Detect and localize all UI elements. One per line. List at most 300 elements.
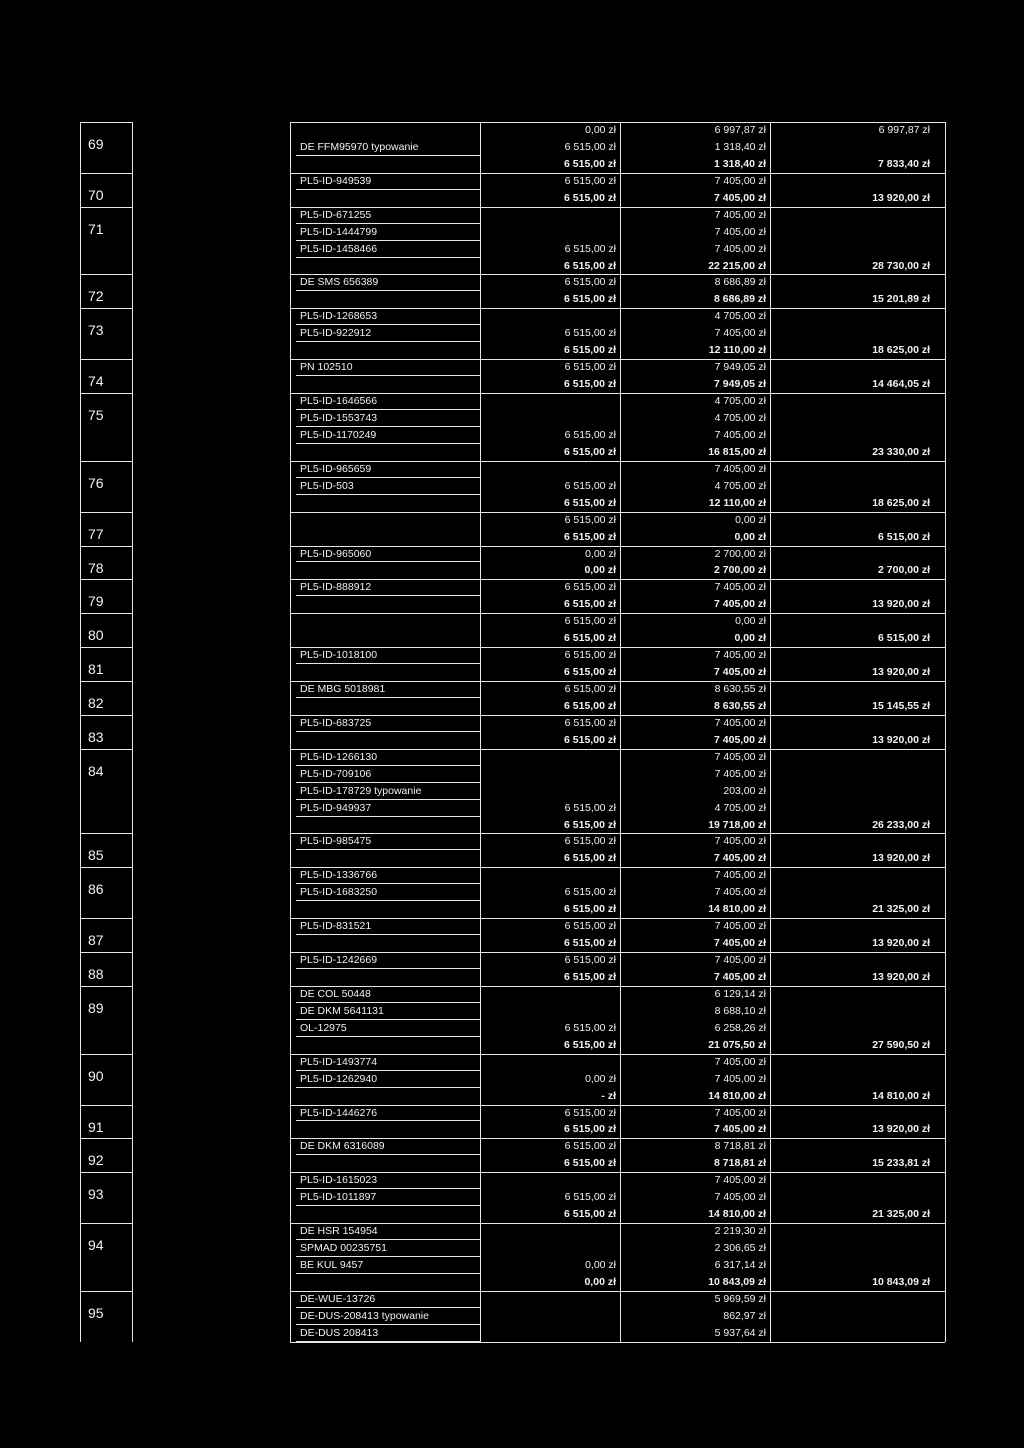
row-number: 83 [88, 728, 104, 745]
amount-cost: 12 110,00 zł [708, 344, 766, 357]
column-rule [132, 122, 133, 1342]
amount-cost: 7 405,00 zł [714, 1191, 766, 1204]
amount-cost: 203,00 zł [723, 784, 766, 797]
amount-freight: 6 515,00 zł [564, 716, 616, 729]
row-rule [296, 900, 480, 901]
row-rule [80, 1291, 132, 1292]
row-rule [290, 647, 945, 648]
amount-freight: 6 515,00 zł [564, 1140, 616, 1153]
row-rule [80, 867, 132, 868]
amount-cost: 4 705,00 zł [714, 395, 766, 408]
amount-cost: 7 949,05 zł [714, 361, 766, 374]
amount-freight: 6 515,00 zł [564, 835, 616, 848]
amount-cost: 6 997,87 zł [714, 124, 766, 136]
position-id: PL5-ID-949539 [300, 174, 372, 187]
position-id: DE-WUE-13726 [300, 1292, 376, 1305]
row-rule [80, 546, 132, 547]
amount-cost: 14 810,00 zł [708, 1089, 766, 1102]
amount-cost: 862,97 zł [723, 1309, 766, 1322]
amount-cost: 6 317,14 zł [714, 1258, 766, 1271]
row-rule [290, 833, 945, 834]
amount-freight: 0,00 zł [584, 564, 616, 577]
amount-freight: 6 515,00 zł [564, 920, 616, 933]
amount-freight: 6 515,00 zł [564, 1157, 616, 1170]
amount-total: 15 201,89 zł [872, 293, 930, 306]
amount-freight: 6 515,00 zł [564, 886, 616, 899]
amount-total: 13 920,00 zł [872, 598, 930, 611]
row-number: 81 [88, 661, 104, 678]
row-rule [296, 1307, 480, 1308]
amount-freight: 6 515,00 zł [564, 428, 616, 441]
row-rule [290, 1172, 945, 1173]
amount-total: 13 920,00 zł [872, 191, 930, 204]
position-id: PL5-ID-1266130 [300, 750, 378, 763]
position-id: DE DKM 5641131 [300, 1004, 384, 1017]
amount-cost: 7 405,00 zł [714, 1123, 766, 1136]
row-rule [290, 681, 945, 682]
amount-cost: 8 630,55 zł [714, 683, 766, 696]
row-number: 89 [88, 999, 104, 1016]
row-rule [296, 240, 480, 241]
amount-total: 13 920,00 zł [872, 852, 930, 865]
row-rule [296, 816, 480, 817]
amount-cost: 7 405,00 zł [714, 649, 766, 662]
amount-total: 13 920,00 zł [872, 733, 930, 746]
row-rule [296, 341, 480, 342]
row-number: 85 [88, 847, 104, 864]
position-id: DE FFM95970 typowanie [300, 140, 419, 153]
row-rule [290, 986, 945, 987]
row-rule [296, 1036, 480, 1037]
row-number: 90 [88, 1067, 104, 1084]
amount-freight: 6 515,00 zł [564, 1021, 616, 1034]
amount-cost: 2 700,00 zł [714, 547, 766, 560]
amount-cost: 4 705,00 zł [714, 411, 766, 424]
amount-cost: 7 405,00 zł [714, 1072, 766, 1085]
amount-cost: 8 718,81 zł [714, 1157, 766, 1170]
amount-freight: 6 515,00 zł [564, 649, 616, 662]
row-rule [80, 274, 132, 275]
row-number: 94 [88, 1237, 104, 1254]
amount-cost: 21 075,50 zł [708, 1038, 766, 1051]
row-rule [296, 257, 480, 258]
amount-cost: 7 949,05 zł [714, 378, 766, 391]
amount-freight: 6 515,00 zł [564, 157, 616, 170]
row-number: 76 [88, 474, 104, 491]
amount-cost: 8 718,81 zł [714, 1140, 766, 1153]
amount-total: 7 833,40 zł [878, 157, 930, 170]
position-id: PL5-ID-1493774 [300, 1055, 378, 1068]
row-rule [296, 1273, 480, 1274]
amount-cost: 4 705,00 zł [714, 310, 766, 323]
row-rule [80, 512, 132, 513]
row-number: 93 [88, 1186, 104, 1203]
row-number: 74 [88, 373, 104, 390]
amount-freight: 6 515,00 zł [564, 242, 616, 255]
amount-cost: 8 688,10 zł [714, 1004, 766, 1017]
amount-cost: 5 969,59 zł [714, 1292, 766, 1305]
amount-total: 27 590,50 zł [872, 1038, 930, 1051]
amount-cost: 22 215,00 zł [708, 259, 766, 272]
amount-cost: 19 718,00 zł [708, 818, 766, 831]
amount-cost: 1 318,40 zł [714, 140, 766, 153]
row-rule [296, 1239, 480, 1240]
amount-cost: 14 810,00 zł [708, 903, 766, 916]
row-rule [296, 155, 480, 156]
row-rule [296, 663, 480, 664]
row-rule [290, 1054, 945, 1055]
amount-total: 18 625,00 zł [872, 344, 930, 357]
amount-cost: 12 110,00 zł [708, 496, 766, 509]
position-id: PL5-ID-671255 [300, 208, 372, 221]
row-rule [80, 749, 132, 750]
amount-total: 6 515,00 zł [878, 530, 930, 543]
row-rule [80, 681, 132, 682]
row-rule [80, 918, 132, 919]
amount-cost: 7 405,00 zł [714, 886, 766, 899]
row-rule [290, 579, 945, 580]
amount-cost: 7 405,00 zł [714, 937, 766, 950]
row-number: 79 [88, 593, 104, 610]
row-rule [80, 461, 132, 462]
amount-freight: 6 515,00 zł [564, 683, 616, 696]
row-rule [296, 765, 480, 766]
amount-freight: 6 515,00 zł [564, 581, 616, 594]
amount-cost: 2 306,65 zł [714, 1242, 766, 1255]
amount-cost: 6 258,26 zł [714, 1021, 766, 1034]
column-rule [290, 122, 291, 1342]
row-rule [80, 715, 132, 716]
amount-freight: 6 515,00 zł [564, 801, 616, 814]
amount-freight: 6 515,00 zł [564, 174, 616, 187]
row-rule [296, 477, 480, 478]
row-rule [80, 122, 132, 123]
row-rule [290, 1223, 945, 1224]
amount-total: 28 730,00 zł [872, 259, 930, 272]
amount-total: 14 810,00 zł [872, 1089, 930, 1102]
position-id: PL5-ID-985475 [300, 835, 372, 848]
amount-cost: 7 405,00 zł [714, 1174, 766, 1187]
amount-cost: 7 405,00 zł [714, 716, 766, 729]
row-rule [80, 986, 132, 987]
amount-total: 21 325,00 zł [872, 1208, 930, 1221]
row-rule [290, 546, 945, 547]
amount-cost: 7 405,00 zł [714, 733, 766, 746]
position-id: DE HSR 154954 [300, 1225, 378, 1238]
row-rule [80, 579, 132, 580]
row-rule [296, 1120, 480, 1121]
position-id: PL5-ID-1458466 [300, 242, 378, 255]
amount-total: 13 920,00 zł [872, 1123, 930, 1136]
row-rule [80, 952, 132, 953]
amount-cost: 7 405,00 zł [714, 750, 766, 763]
position-id: PL5-ID-1446276 [300, 1106, 378, 1119]
row-rule [296, 494, 480, 495]
row-rule [296, 426, 480, 427]
position-id: PL5-ID-949937 [300, 801, 372, 814]
row-number: 75 [88, 407, 104, 424]
amount-total: 14 464,05 zł [872, 378, 930, 391]
row-rule [296, 1154, 480, 1155]
amount-freight: 6 515,00 zł [564, 496, 616, 509]
row-rule [80, 359, 132, 360]
column-rule [770, 122, 771, 1342]
amount-cost: 2 219,30 zł [714, 1225, 766, 1238]
amount-freight: 6 515,00 zł [564, 852, 616, 865]
row-rule [290, 308, 945, 309]
row-rule [296, 223, 480, 224]
amount-freight: 6 515,00 zł [564, 1208, 616, 1221]
position-id: PL5-ID-965060 [300, 547, 372, 560]
row-number: 69 [88, 136, 104, 152]
row-rule [296, 595, 480, 596]
row-number: 86 [88, 881, 104, 898]
row-rule [290, 918, 945, 919]
amount-cost: 7 405,00 zł [714, 852, 766, 865]
row-rule [290, 867, 945, 868]
amount-total: 13 920,00 zł [872, 666, 930, 679]
row-number: 88 [88, 966, 104, 983]
amount-cost: 1 318,40 zł [714, 157, 766, 170]
row-rule [80, 207, 132, 208]
amount-cost: 7 405,00 zł [714, 598, 766, 611]
row-rule [290, 749, 945, 750]
row-number: 91 [88, 1118, 104, 1135]
row-rule [290, 1291, 945, 1292]
amount-cost: 7 405,00 zł [714, 920, 766, 933]
amount-cost: 7 405,00 zł [714, 242, 766, 255]
row-number: 82 [88, 695, 104, 712]
amount-total: 18 625,00 zł [872, 496, 930, 509]
amount-cost: 16 815,00 zł [708, 445, 766, 458]
position-id: BE KUL 9457 [300, 1258, 364, 1271]
amount-cost: 0,00 zł [735, 615, 766, 628]
amount-freight: 6 515,00 zł [564, 1123, 616, 1136]
position-id: PL5-ID-888912 [300, 581, 372, 594]
amount-total: 6 515,00 zł [878, 632, 930, 645]
position-id: OL-12975 [300, 1021, 347, 1034]
amount-cost: 7 405,00 zł [714, 208, 766, 221]
amount-cost: 7 405,00 zł [714, 666, 766, 679]
amount-cost: 0,00 zł [734, 530, 766, 543]
amount-cost: 7 405,00 zł [714, 462, 766, 475]
position-id: DE SMS 656389 [300, 276, 379, 289]
column-rule [945, 122, 946, 1342]
position-id: PL5-ID-1262940 [300, 1072, 378, 1085]
column-rule [620, 122, 621, 1342]
row-rule [290, 274, 945, 275]
position-id: PN 102510 [300, 361, 353, 374]
amount-freight: 6 515,00 zł [564, 344, 616, 357]
amount-freight: 6 515,00 zł [564, 615, 616, 628]
row-rule [80, 1172, 132, 1173]
amount-freight: 0,00 zł [585, 124, 616, 136]
row-rule [296, 561, 480, 562]
row-rule [296, 189, 480, 190]
amount-freight: 6 515,00 zł [564, 1038, 616, 1051]
row-rule [296, 1256, 480, 1257]
position-id: DE COL 50448 [300, 987, 371, 1000]
row-number: 70 [88, 186, 104, 203]
row-rule [80, 613, 132, 614]
row-rule [296, 375, 480, 376]
position-id: PL5-ID-503 [300, 479, 354, 492]
row-rule [290, 173, 945, 174]
amount-freight: 6 515,00 zł [564, 361, 616, 374]
row-rule [290, 359, 945, 360]
position-id: PL5-ID-831521 [300, 920, 372, 933]
row-rule [290, 122, 945, 123]
amount-freight: 6 515,00 zł [564, 378, 616, 391]
amount-cost: 7 405,00 zł [714, 1055, 766, 1068]
amount-cost: 4 705,00 zł [714, 801, 766, 814]
amount-cost: 10 843,09 zł [708, 1275, 766, 1288]
row-rule [296, 883, 480, 884]
amount-cost: 7 405,00 zł [714, 954, 766, 967]
row-rule [80, 1054, 132, 1055]
row-rule [290, 1342, 945, 1343]
row-rule [296, 443, 480, 444]
amount-freight: 0,00 zł [584, 1275, 616, 1288]
amount-cost: 7 405,00 zł [714, 428, 766, 441]
position-id: PL5-ID-1242669 [300, 954, 378, 967]
row-rule [290, 715, 945, 716]
amount-freight: 0,00 zł [585, 547, 616, 560]
amount-cost: 8 686,89 zł [714, 293, 766, 306]
row-number: 87 [88, 932, 104, 949]
amount-freight: 6 515,00 zł [564, 903, 616, 916]
position-id: PL5-ID-178729 typowanie [300, 784, 422, 797]
position-id: PL5-ID-1683250 [300, 886, 378, 899]
amount-total: 10 843,09 zł [872, 1275, 930, 1288]
position-id: DE-DUS 208413 [300, 1326, 379, 1339]
column-rule [80, 122, 81, 1342]
amount-freight: 6 515,00 zł [564, 259, 616, 272]
row-rule [80, 173, 132, 174]
row-rule [290, 461, 945, 462]
row-rule [296, 1019, 480, 1020]
row-number: 72 [88, 288, 104, 305]
row-rule [290, 613, 945, 614]
row-rule [296, 1002, 480, 1003]
amount-cost: 2 700,00 zł [714, 564, 766, 577]
amount-cost: 7 405,00 zł [714, 1106, 766, 1119]
row-rule [290, 1105, 945, 1106]
amount-freight: 6 515,00 zł [564, 666, 616, 679]
row-rule [80, 647, 132, 648]
row-rule [296, 799, 480, 800]
amount-freight: 6 515,00 zł [564, 699, 616, 712]
position-id: PL5-ID-1268653 [300, 310, 378, 323]
row-number: 95 [88, 1304, 104, 1321]
amount-freight: - zł [601, 1089, 616, 1102]
amount-total: 26 233,00 zł [872, 818, 930, 831]
row-rule [80, 833, 132, 834]
amount-total: 13 920,00 zł [872, 937, 930, 950]
row-number: 78 [88, 559, 104, 576]
row-rule [290, 1138, 945, 1139]
row-rule [296, 968, 480, 969]
row-number: 73 [88, 322, 104, 339]
position-id: PL5-ID-683725 [300, 716, 372, 729]
amount-cost: 14 810,00 zł [708, 1208, 766, 1221]
amount-cost: 7 405,00 zł [714, 225, 766, 238]
amount-freight: 6 515,00 zł [564, 632, 616, 645]
amount-cost: 7 405,00 zł [714, 327, 766, 340]
amount-cost: 4 705,00 zł [714, 479, 766, 492]
row-number: 84 [88, 762, 104, 779]
row-rule [290, 393, 945, 394]
amount-freight: 6 515,00 zł [564, 818, 616, 831]
amount-cost: 8 686,89 zł [714, 276, 766, 289]
amount-total: 23 330,00 zł [872, 445, 930, 458]
amount-cost: 5 937,64 zł [714, 1326, 766, 1339]
amount-cost: 7 405,00 zł [714, 174, 766, 187]
row-rule [296, 290, 480, 291]
amount-freight: 6 515,00 zł [564, 445, 616, 458]
amount-freight: 0,00 zł [585, 1072, 616, 1085]
row-number: 71 [88, 220, 104, 237]
amount-cost: 7 405,00 zł [714, 971, 766, 983]
row-rule [296, 697, 480, 698]
amount-freight: 6 515,00 zł [564, 140, 616, 153]
amount-cost: 8 630,55 zł [714, 699, 766, 712]
amount-cost: 7 405,00 zł [714, 767, 766, 780]
amount-total: 2 700,00 zł [878, 564, 930, 577]
amount-freight: 6 515,00 zł [564, 293, 616, 306]
row-rule [80, 393, 132, 394]
position-id: DE MBG 5018981 [300, 683, 386, 696]
row-rule [80, 1138, 132, 1139]
amount-freight: 6 515,00 zł [564, 276, 616, 289]
row-rule [296, 1070, 480, 1071]
amount-total: 13 920,00 zł [872, 971, 930, 983]
amount-total: 15 233,81 zł [872, 1157, 930, 1170]
row-rule [290, 512, 945, 513]
amount-cost: 7 405,00 zł [714, 869, 766, 882]
amount-freight: 6 515,00 zł [564, 1106, 616, 1119]
row-number: 77 [88, 525, 104, 542]
position-id: PL5-ID-922912 [300, 327, 372, 340]
row-rule [296, 1087, 480, 1088]
position-id: PL5-ID-1646566 [300, 395, 378, 408]
amount-freight: 6 515,00 zł [564, 598, 616, 611]
amount-total: 15 145,55 zł [872, 699, 930, 712]
amount-freight: 6 515,00 zł [564, 733, 616, 746]
amount-total: 6 997,87 zł [878, 124, 930, 136]
row-number: 80 [88, 627, 104, 644]
position-id: PL5-ID-965659 [300, 462, 372, 475]
row-rule [80, 1223, 132, 1224]
row-rule [80, 1105, 132, 1106]
row-rule [296, 1205, 480, 1206]
amount-freight: 6 515,00 zł [564, 513, 616, 526]
amount-cost: 7 405,00 zł [714, 835, 766, 848]
amount-freight: 6 515,00 zł [564, 937, 616, 950]
row-rule [296, 409, 480, 410]
amount-freight: 6 515,00 zł [564, 954, 616, 967]
amount-freight: 6 515,00 zł [564, 1191, 616, 1204]
row-rule [296, 1324, 480, 1325]
amount-freight: 6 515,00 zł [564, 479, 616, 492]
row-rule [296, 731, 480, 732]
row-rule [80, 308, 132, 309]
row-rule [290, 952, 945, 953]
amount-cost: 0,00 zł [735, 513, 766, 526]
position-id: PL5-ID-1336766 [300, 869, 378, 882]
row-rule [296, 849, 480, 850]
position-id: PL5-ID-1011897 [300, 1191, 377, 1204]
